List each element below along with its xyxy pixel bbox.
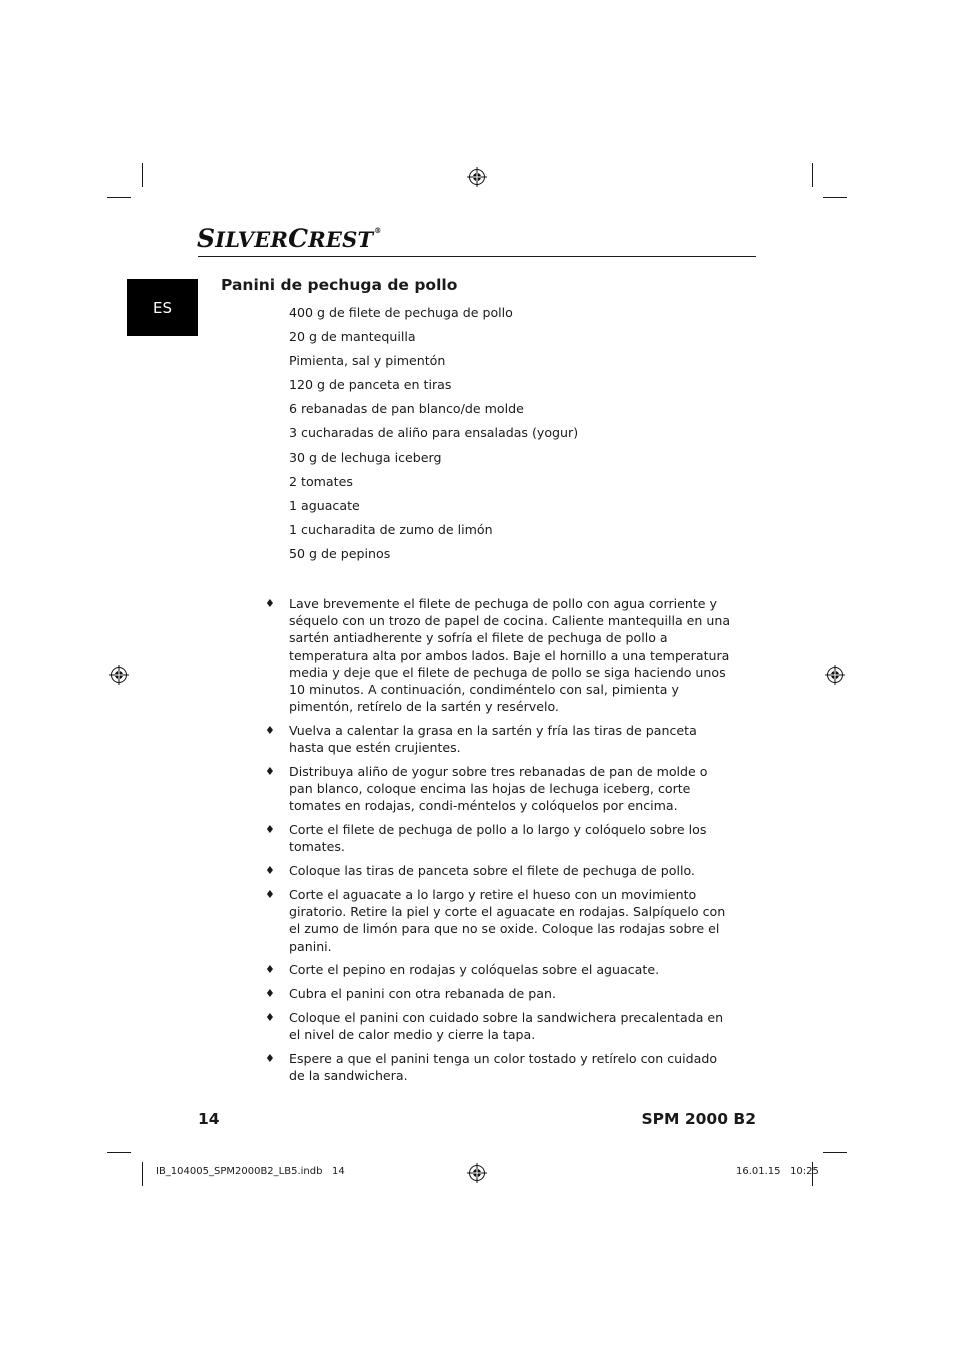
ingredient-item: 1 aguacate (289, 497, 360, 513)
page-number: 14 (198, 1110, 220, 1128)
crop-mark-top-left-horizontal (107, 197, 131, 198)
ingredient-item: 120 g de panceta en tiras (289, 377, 452, 393)
instruction-text: Lave brevemente el filete de pechuga de pollo con agua corriente y séquelo con un trozo de papel de cocina. Caliente mantequilla en una sartén antiadherente y sofría el filete de pechuga de pollo a temperatura alta por ambos lados. Baje el hornillo a una temperatura media y deje que el filete de pechuga de pollo se siga haciendo unos 10 minutos. A continuación, condiméntelo con sal, pimienta y pimentón, retírelo de la sartén y resérvelo. (289, 596, 731, 715)
instruction-text: Corte el filete de pechuga de pollo a lo largo y colóquelo sobre los tomates. (289, 822, 707, 855)
diamond-bullet-icon: ♦ (265, 864, 275, 878)
instruction-text: Espere a que el panini tenga un color tostado y retírelo con cuidado de la sandwichera. (289, 1051, 718, 1084)
ingredient-item: 6 rebanadas de pan blanco/de molde (289, 401, 524, 417)
instruction-text: Distribuya aliño de yogur sobre tres rebanadas de pan de molde o pan blanco, coloque encima las hojas de lechuga iceberg, corte tomates en rodajas, condi-méntelos y colóquelos por encima. (289, 764, 708, 814)
diamond-bullet-icon: ♦ (265, 963, 275, 977)
instruction-step (265, 961, 735, 978)
crop-mark-top-right-vertical (812, 163, 813, 187)
diamond-bullet-icon: ♦ (265, 1011, 275, 1025)
instruction-text: Cubra el panini con otra rebanada de pan. (289, 986, 556, 1002)
instruction-step (265, 763, 735, 815)
instruction-step (265, 985, 735, 1002)
instruction-text: Corte el pepino en rodajas y colóquelas sobre el aguacate. (289, 962, 660, 978)
diamond-bullet-icon: ♦ (265, 987, 275, 1001)
ingredient-item: 2 tomates (289, 473, 353, 489)
instruction-text: Coloque las tiras de panceta sobre el filete de pechuga de pollo. (289, 863, 695, 879)
diamond-bullet-icon: ♦ (265, 765, 275, 779)
ingredient-item: 20 g de mantequilla (289, 329, 416, 345)
crop-mark-bottom-right-horizontal (823, 1152, 847, 1153)
instruction-step (265, 595, 735, 715)
crop-mark-bottom-left-vertical (142, 1162, 143, 1186)
registration-mark-right-icon (825, 665, 845, 685)
instruction-step (265, 1050, 735, 1084)
registration-mark-left-icon (109, 665, 129, 685)
instruction-step (265, 862, 735, 879)
instruction-step (265, 1009, 735, 1043)
print-slug-date: 16.01.15 10:25 (736, 1166, 819, 1177)
instruction-list (265, 595, 735, 1091)
diamond-bullet-icon: ♦ (265, 1052, 275, 1066)
instruction-text: Vuelva a calentar la grasa en la sartén y fría las tiras de panceta hasta que estén crujientes. (289, 723, 697, 756)
instruction-step (265, 886, 735, 955)
crop-mark-top-right-horizontal (823, 197, 847, 198)
ingredient-item: 50 g de pepinos (289, 545, 391, 561)
registration-mark-top-icon (467, 167, 487, 187)
diamond-bullet-icon: ♦ (265, 724, 275, 738)
language-tab (127, 279, 198, 336)
silvercrest-logo: SILVERCREST® (197, 224, 382, 253)
header-rule (198, 256, 756, 257)
ingredient-item: 400 g de filete de pechuga de pollo (289, 305, 513, 320)
registration-mark-bottom-icon (467, 1163, 487, 1183)
instruction-step (265, 722, 735, 756)
ingredient-item: 1 cucharadita de zumo de limón (289, 521, 493, 537)
print-slug-file: IB_104005_SPM2000B2_LB5.indb 14 (156, 1166, 345, 1177)
recipe-title: Panini de pechuga de pollo (221, 276, 458, 294)
diamond-bullet-icon: ♦ (265, 597, 275, 610)
diamond-bullet-icon: ♦ (265, 888, 275, 902)
ingredient-item: Pimienta, sal y pimentón (289, 353, 446, 369)
ingredient-item: 30 g de lechuga iceberg (289, 449, 442, 465)
ingredient-list (289, 304, 578, 569)
instruction-step (265, 821, 735, 855)
model-number: SPM 2000 B2 (641, 1110, 756, 1128)
crop-mark-top-left-vertical (142, 163, 143, 187)
instruction-text: Corte el aguacate a lo largo y retire el hueso con un movimiento giratorio. Retire la piel y corte el aguacate en rodajas. Salpíquelo con el zumo de limón para que no se oxide. Coloque las rodajas sobre el panini. (289, 887, 726, 954)
language-tab-label: ES (153, 298, 172, 317)
instruction-text: Coloque el panini con cuidado sobre la sandwichera precalentada en el nivel de calor medio y cierre la tapa. (289, 1010, 724, 1043)
ingredient-item: 3 cucharadas de aliño para ensaladas (yogur) (289, 425, 579, 441)
crop-mark-bottom-left-horizontal (107, 1152, 131, 1153)
diamond-bullet-icon: ♦ (265, 823, 275, 837)
